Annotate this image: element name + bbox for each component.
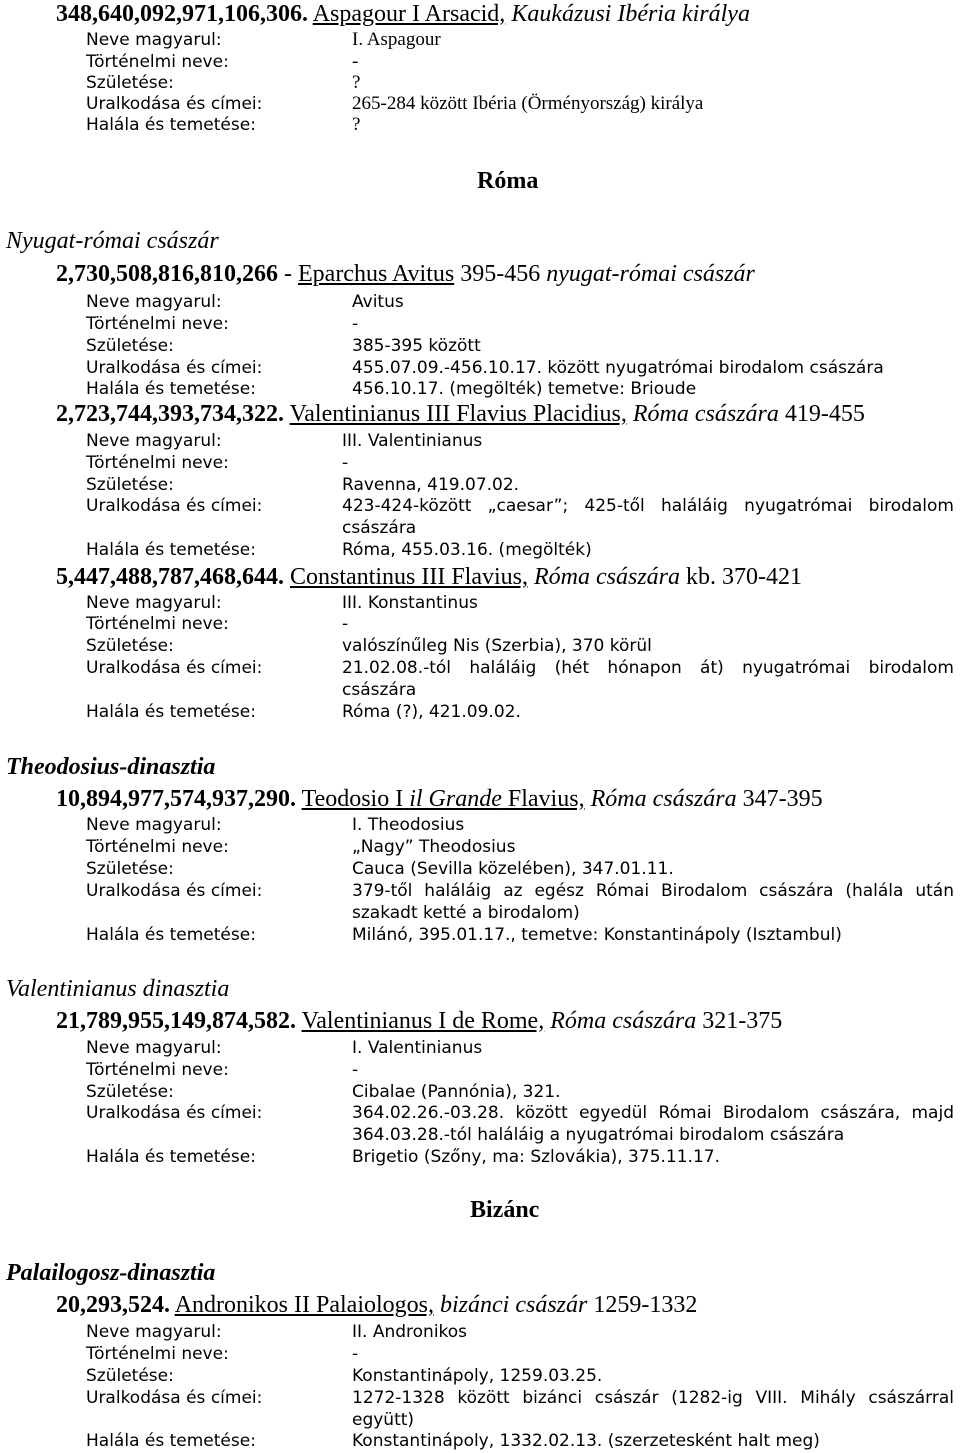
value-reign: 21.02.08.-tól haláláig (hét hónapon át) nyugatrómai birodalom császára <box>342 658 954 700</box>
dynasty-heading: Valentinianus dinasztia <box>6 976 230 1002</box>
label-death: Halála és temetése: <box>86 925 256 945</box>
label-reign: Uralkodása és címei: <box>86 496 263 516</box>
entry-heading <box>56 1007 782 1035</box>
entry-number: 10,894,977,574,937,290. <box>56 786 296 812</box>
person-link[interactable]: Constantinus III Flavius, <box>290 564 528 590</box>
value-reign: 455.07.09.-456.10.17. között nyugatrómai birodalom császára <box>352 358 884 378</box>
person-link[interactable]: Valentinianus III Flavius Placidius, <box>289 401 627 427</box>
value-name: I. Aspagour <box>352 29 441 50</box>
dynasty-heading: Theodosius-dinasztia <box>6 754 216 780</box>
entry-years: kb. 370-421 <box>686 564 803 590</box>
value-death: ? <box>352 114 361 135</box>
entry-years: 1259-1332 <box>593 1292 698 1318</box>
label-name: Neve magyarul: <box>86 815 222 835</box>
entry-years: 395-456 <box>460 261 541 287</box>
label-hist: Történelmi neve: <box>86 453 229 473</box>
label-birth: Születése: <box>86 1366 174 1386</box>
value-name: I. Theodosius <box>352 815 465 835</box>
label-reign: Uralkodása és címei: <box>86 881 263 901</box>
value-hist: - <box>352 1060 359 1080</box>
label-name: Neve magyarul: <box>86 431 222 451</box>
dynasty-heading: Nyugat-római császár <box>6 228 219 254</box>
label-death: Halála és temetése: <box>86 1431 256 1451</box>
label-hist: Történelmi neve: <box>86 614 229 634</box>
value-birth: Konstantinápoly, 1259.03.25. <box>352 1366 603 1386</box>
person-link-part[interactable]: Teodosio I <box>301 786 404 812</box>
label-reign: Uralkodása és címei: <box>86 1388 263 1408</box>
entry-title: Róma császára <box>534 564 681 590</box>
value-reign: 265-284 között Ibéria (Örményország) királya <box>352 93 704 114</box>
person-link[interactable]: Eparchus Avitus <box>298 261 455 287</box>
label-reign: Uralkodása és címei: <box>86 658 263 678</box>
value-name: II. Andronikos <box>352 1322 468 1342</box>
person-link[interactable]: Aspagour I Arsacid, <box>312 1 506 27</box>
label-hist: Történelmi neve: <box>86 1060 229 1080</box>
label-birth: Születése: <box>86 475 174 495</box>
person-link[interactable]: Valentinianus I de Rome, <box>301 1008 545 1034</box>
person-link-epithet[interactable]: il Grande <box>409 786 502 812</box>
value-birth: valószínűleg Nis (Szerbia), 370 körül <box>342 636 652 656</box>
value-death: Róma, 455.03.16. (megölték) <box>342 540 592 560</box>
entry-heading <box>56 400 865 428</box>
label-death: Halála és temetése: <box>86 115 256 135</box>
value-hist: - <box>352 314 359 334</box>
entry-title: Róma császára <box>550 1008 697 1034</box>
label-death: Halála és temetése: <box>86 540 256 560</box>
value-death: Konstantinápoly, 1332.02.13. (szerzetesként halt meg) <box>352 1431 820 1451</box>
value-birth: ? <box>352 72 361 93</box>
value-reign: 379-től haláláig az egész Római Birodalom császára (halála után szakadt ketté a birodalom) <box>352 881 954 923</box>
label-hist: Történelmi neve: <box>86 837 229 857</box>
section-title-bizanc: Bizánc <box>470 1197 540 1223</box>
person-link[interactable] <box>302 786 585 812</box>
label-name: Neve magyarul: <box>86 1038 222 1058</box>
value-hist: - <box>342 614 349 634</box>
person-link[interactable]: Andronikos II Palaiologos, <box>174 1292 434 1318</box>
label-reign: Uralkodása és címei: <box>86 1103 263 1123</box>
value-name: I. Valentinianus <box>352 1038 483 1058</box>
entry-years: 321-375 <box>702 1008 783 1034</box>
person-link-part[interactable]: Flavius, <box>501 786 585 812</box>
dynasty-heading: Palailogosz-dinasztia <box>6 1260 216 1286</box>
value-name: III. Valentinianus <box>342 431 483 451</box>
section-title-roma: Róma <box>477 168 539 194</box>
entry-title: Kaukázusi Ibéria királya <box>511 1 750 27</box>
label-death: Halála és temetése: <box>86 379 256 399</box>
label-name: Neve magyarul: <box>86 292 222 312</box>
label-birth: Születése: <box>86 1082 174 1102</box>
entry-heading <box>56 1291 697 1319</box>
label-birth: Születése: <box>86 859 174 879</box>
entry-number: 21,789,955,149,874,582. <box>56 1008 296 1034</box>
entry-title: Róma császára <box>632 401 779 427</box>
value-hist: - <box>342 453 349 473</box>
value-death: Milánó, 395.01.17., temetve: Konstantinápoly (Isztambul) <box>352 925 842 945</box>
value-reign: 423-424-között „caesar”; 425-től haláláig nyugatrómai birodalom császára <box>342 496 954 538</box>
label-hist: Történelmi neve: <box>86 1344 229 1364</box>
entry-title: Róma császára <box>590 786 737 812</box>
label-birth: Születése: <box>86 73 174 93</box>
entry-number: 2,723,744,393,734,322. <box>56 401 284 427</box>
entry-number: 2,730,508,816,810,266 <box>56 261 278 287</box>
entry-number: 20,293,524. <box>56 1292 170 1318</box>
label-reign: Uralkodása és címei: <box>86 94 263 114</box>
entry-heading <box>56 785 823 813</box>
value-hist: - <box>352 1344 359 1364</box>
value-hist: „Nagy” Theodosius <box>352 837 516 857</box>
label-name: Neve magyarul: <box>86 30 222 50</box>
value-reign: 364.02.26.-03.28. között egyedül Római Birodalom császára, majd 364.03.28.-tól haláláig a nyugatrómai birodalom császára <box>352 1103 954 1145</box>
value-death: Brigetio (Szőny, ma: Szlovákia), 375.11.17. <box>352 1147 720 1167</box>
value-birth: Cauca (Sevilla közelében), 347.01.11. <box>352 859 674 879</box>
entry-title: bizánci császár <box>440 1292 588 1318</box>
entry-number: 5,447,488,787,468,644. <box>56 564 284 590</box>
value-birth: Cibalae (Pannónia), 321. <box>352 1082 561 1102</box>
label-name: Neve magyarul: <box>86 1322 222 1342</box>
value-reign: 1272-1328 között bizánci császár (1282-ig VIII. Mihály császárral együtt) <box>352 1388 954 1430</box>
entry-title: nyugat-római császár <box>546 261 755 287</box>
value-name: Avitus <box>352 292 404 312</box>
entry-number: 348,640,092,971,106,306. <box>56 1 308 27</box>
entry-heading <box>56 563 802 591</box>
value-name: III. Konstantinus <box>342 593 478 613</box>
label-death: Halála és temetése: <box>86 702 256 722</box>
value-death: Róma (?), 421.09.02. <box>342 702 521 722</box>
label-name: Neve magyarul: <box>86 593 222 613</box>
label-hist: Történelmi neve: <box>86 314 229 334</box>
entry-heading <box>56 0 750 28</box>
label-death: Halála és temetése: <box>86 1147 256 1167</box>
value-hist: - <box>352 51 359 72</box>
value-death: 456.10.17. (megölték) temetve: Brioude <box>352 379 697 399</box>
label-reign: Uralkodása és címei: <box>86 358 263 378</box>
label-birth: Születése: <box>86 336 174 356</box>
value-birth: 385-395 között <box>352 336 481 356</box>
entry-heading: 2,730,508,816,810,266 - Eparchus Avitus 395-456 nyugat-római császár <box>56 261 755 287</box>
value-birth: Ravenna, 419.07.02. <box>342 475 520 495</box>
label-hist: Történelmi neve: <box>86 52 229 72</box>
entry-years: 347-395 <box>742 786 823 812</box>
label-birth: Születése: <box>86 636 174 656</box>
entry-years: 419-455 <box>784 401 865 427</box>
